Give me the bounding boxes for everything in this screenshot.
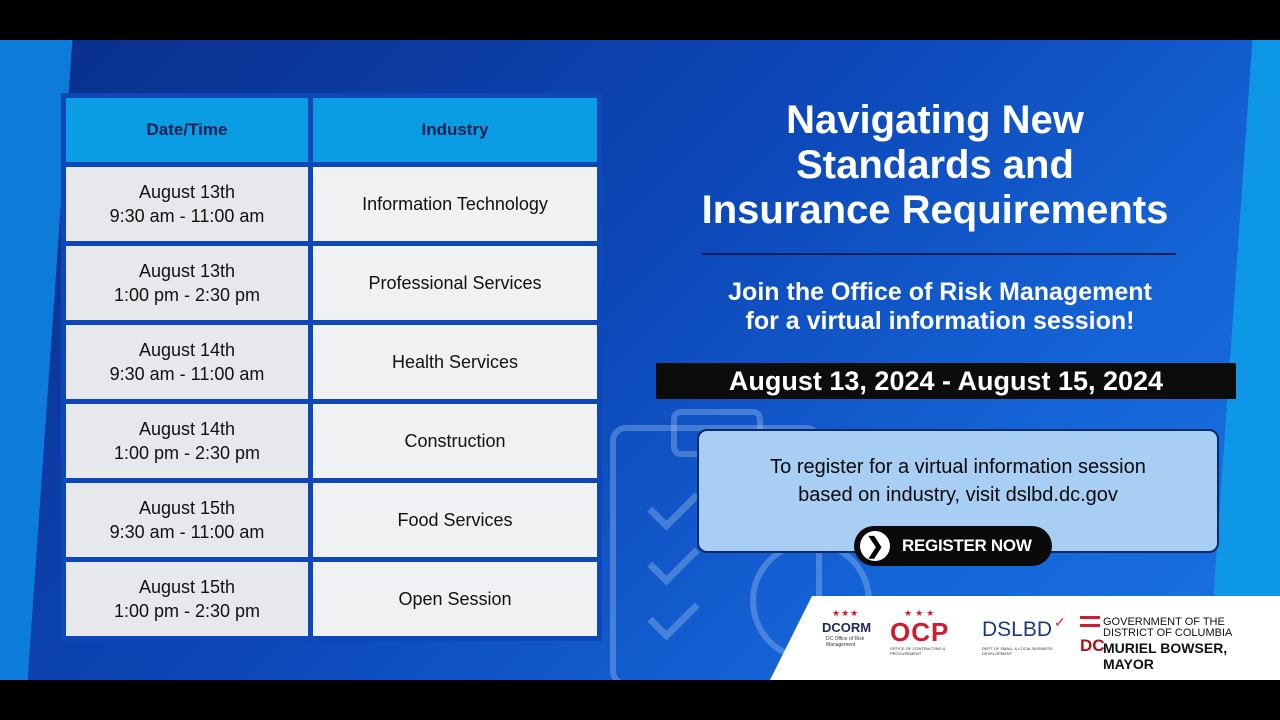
time-text: 9:30 am - 11:00 am [109, 364, 265, 384]
flyer [0, 40, 1280, 680]
industry-cell: Construction [313, 404, 597, 478]
date-text: August 13th [138, 182, 236, 202]
title-line: Navigating New [786, 98, 1084, 142]
mayor-name: MURIEL BOWSER, MAYOR [1103, 640, 1228, 672]
time-text: 9:30 am - 11:00 am [109, 522, 265, 542]
time-text: 1:00 pm - 2:30 pm [113, 601, 261, 621]
register-now-label: REGISTER NOW [902, 536, 1032, 555]
time-text: 1:00 pm - 2:30 pm [113, 285, 261, 305]
dcorm-logo-text: DCORM [822, 620, 872, 635]
datetime-cell [66, 246, 308, 320]
title-line: Standards and [796, 143, 1074, 187]
dc-government-logo [1080, 616, 1264, 672]
divider [702, 253, 1176, 255]
check-icon [647, 478, 699, 530]
dcorm-logo [822, 608, 878, 658]
subtitle-line: for a virtual information session! [745, 307, 1135, 335]
schedule-table [61, 93, 602, 641]
subtitle [640, 278, 1240, 336]
register-text [699, 453, 1217, 509]
datetime-cell [66, 562, 308, 636]
date-text: August 14th [138, 419, 236, 439]
column-header-industry: Industry [313, 98, 597, 162]
gov-logo-line: DISTRICT OF COLUMBIA [1103, 627, 1233, 639]
ocp-logo [890, 608, 964, 656]
ocp-logo-text: OCP [890, 617, 950, 647]
table-row [66, 483, 597, 557]
industry-cell: Information Technology [313, 167, 597, 241]
industry-cell: Health Services [313, 325, 597, 399]
ocp-logo-subtext: OFFICE OF CONTRACTING & PROCUREMENT [890, 646, 946, 656]
datetime-cell [66, 325, 308, 399]
check-icon [647, 588, 699, 640]
date-text: August 15th [138, 498, 236, 518]
table-row [66, 562, 597, 636]
table-row [66, 246, 597, 320]
industry-cell: Open Session [313, 562, 597, 636]
dslbd-logo-subtext: DEPT OF SMALL & LOCAL BUSINESS DEVELOPMENT [982, 646, 1053, 656]
date-text: August 13th [138, 261, 236, 281]
column-header-datetime: Date/Time [66, 98, 308, 162]
table-row [66, 167, 597, 241]
dc-mark: DC [1080, 636, 1105, 655]
datetime-cell [66, 404, 308, 478]
stars-icon: ★★★ [832, 608, 860, 618]
dcorm-logo-subtext: DC Office of Risk Management [826, 636, 865, 648]
page-title [630, 98, 1240, 233]
industry-cell: Food Services [313, 483, 597, 557]
register-text-line: To register for a virtual information session [770, 456, 1146, 478]
table-row [66, 325, 597, 399]
register-now-button[interactable] [854, 526, 1052, 566]
register-text-line: based on industry, visit dslbd.dc.gov [798, 484, 1118, 506]
date-text: August 14th [138, 340, 236, 360]
datetime-cell [66, 483, 308, 557]
datetime-cell [66, 167, 308, 241]
gov-logo-line: GOVERNMENT OF THE [1103, 616, 1225, 628]
flag-icon: ✓ [1054, 614, 1066, 630]
subtitle-line: Join the Office of Risk Management [728, 278, 1152, 306]
industry-cell: Professional Services [313, 246, 597, 320]
stars-icon: ★★★ [904, 608, 938, 618]
time-text: 9:30 am - 11:00 am [109, 206, 265, 226]
time-text: 1:00 pm - 2:30 pm [113, 443, 261, 463]
check-icon [647, 533, 699, 585]
date-range-banner: August 13, 2024 - August 15, 2024 [656, 363, 1236, 399]
chevron-right-icon: ❯ [860, 531, 890, 561]
table-header-row [66, 98, 597, 162]
dslbd-logo-text: DSLBD [982, 618, 1053, 641]
title-line: Insurance Requirements [701, 188, 1169, 232]
date-text: August 15th [138, 577, 236, 597]
table-row [66, 404, 597, 478]
dslbd-logo [982, 614, 1068, 658]
